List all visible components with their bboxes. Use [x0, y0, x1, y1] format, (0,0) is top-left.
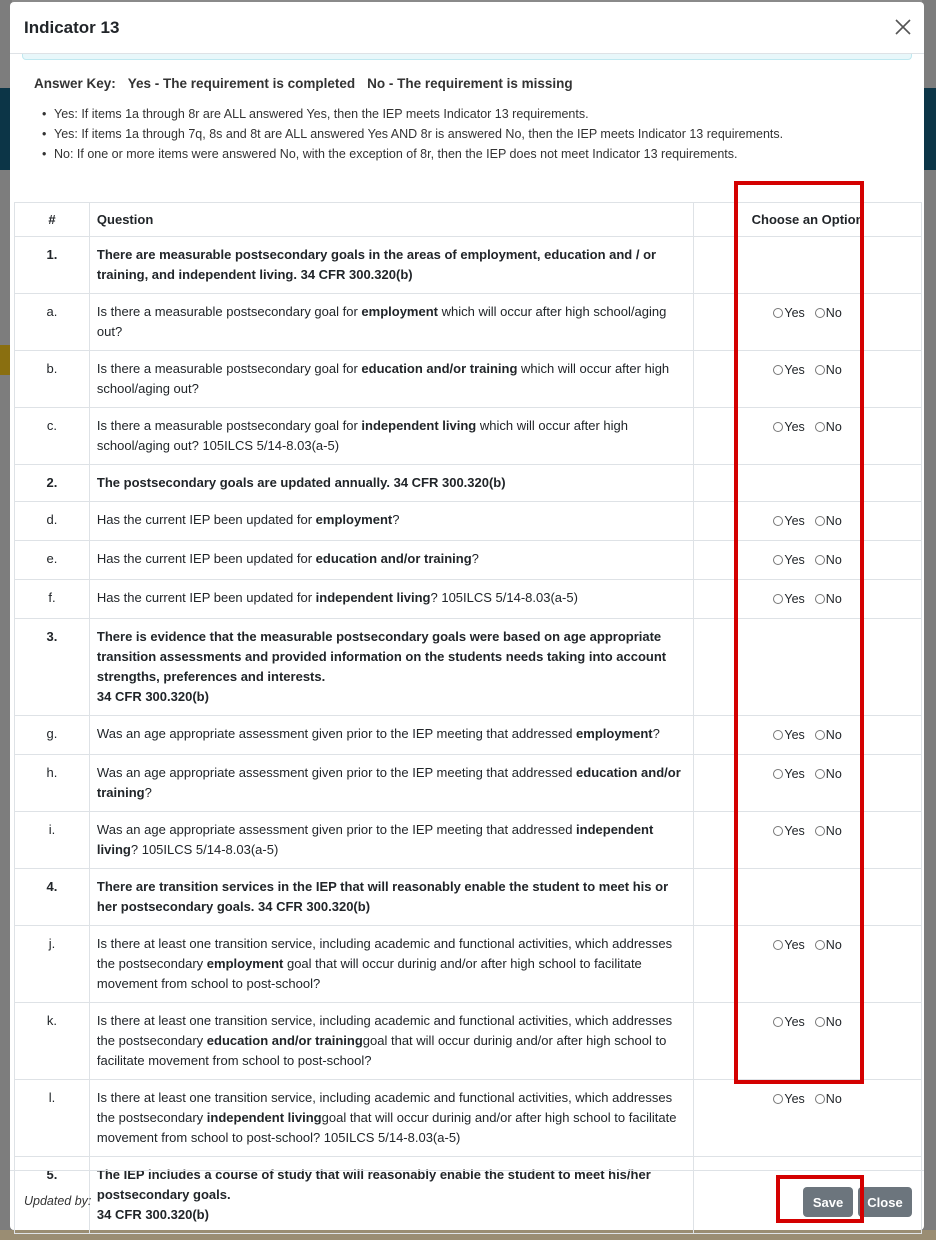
- radio-yes-label: Yes: [784, 767, 805, 781]
- row-number: f.: [15, 580, 90, 619]
- row-number: 1.: [15, 237, 90, 294]
- section-row: [15, 869, 922, 926]
- radio-yes-input[interactable]: [773, 1094, 783, 1104]
- question-text-part: Has the current IEP been updated for: [96, 512, 316, 527]
- question-row: [15, 926, 922, 1003]
- radio-no-label: No: [825, 1092, 842, 1106]
- radio-yes-input[interactable]: [773, 308, 783, 318]
- question-text-part: which will occur after high school/aging out?: [96, 304, 667, 339]
- option-cell: [694, 541, 922, 580]
- radio-no-label: No: [825, 592, 842, 606]
- question-text-part: goal that will occur durinig and/or after high school to facilitate movement from school to post-school?: [96, 956, 642, 991]
- question-text-part: Is there at least one transition service, including academic and functional activities, which addresses the postsecondary: [96, 936, 673, 971]
- radio-no[interactable]: [815, 417, 842, 437]
- radio-no[interactable]: [815, 589, 842, 609]
- option-cell: [694, 502, 922, 541]
- question-text-part: independent living: [315, 590, 431, 605]
- radio-no[interactable]: [815, 1089, 842, 1109]
- info-alert-edge: [22, 54, 912, 60]
- question-text-part: Has the current IEP been updated for: [96, 551, 316, 566]
- radio-no-input[interactable]: [815, 308, 825, 318]
- radio-no-input[interactable]: [815, 940, 825, 950]
- radio-yes-input[interactable]: [773, 940, 783, 950]
- question-text-part: There are transition services in the IEP that will reasonably enable the student to meet his or her postsecondary goals. 34 CFR 300.320(b): [96, 879, 669, 914]
- answer-key-label: Answer Key:: [34, 76, 116, 91]
- question-text-part: Is there at least one transition service, including academic and functional activities, which addresses the postsecondary: [96, 1090, 673, 1125]
- header-question: Question: [89, 203, 693, 237]
- modal-header: [10, 2, 924, 54]
- question-text-part: ?: [144, 785, 152, 800]
- question-text: [89, 541, 693, 580]
- questions-table-body: [15, 237, 922, 1234]
- radio-yes[interactable]: [773, 550, 804, 570]
- radio-yes-label: Yes: [784, 420, 805, 434]
- question-text-part: Was an age appropriate assessment given prior to the IEP meeting that addressed: [96, 765, 577, 780]
- option-cell: [694, 580, 922, 619]
- radio-yes-label: Yes: [784, 824, 805, 838]
- radio-yes-input[interactable]: [773, 826, 783, 836]
- radio-no-label: No: [825, 938, 842, 952]
- radio-yes-input[interactable]: [773, 1017, 783, 1027]
- yes-no-radio-group: [773, 360, 841, 380]
- question-text: [89, 502, 693, 541]
- question-text-part: which will occur after high school/aging out?: [96, 361, 670, 396]
- question-text: [89, 351, 693, 408]
- question-text-part: goal that will occur durinig and/or after high school to facilitate movement from school to post-school? 105ILCS 5/14-8.03(a-5): [96, 1110, 677, 1145]
- question-row: [15, 408, 922, 465]
- radio-no-input[interactable]: [815, 1094, 825, 1104]
- radio-no-label: No: [825, 728, 842, 742]
- question-text: [89, 619, 693, 716]
- question-text-part: There are measurable postsecondary goals in the areas of employment, education and / or training, and independent living. 34 CFR 300.320(b): [96, 247, 657, 282]
- question-text-part: independent living: [96, 822, 654, 857]
- radio-yes[interactable]: [773, 725, 804, 745]
- radio-yes-label: Yes: [784, 514, 805, 528]
- radio-no[interactable]: [815, 360, 842, 380]
- radio-no-label: No: [825, 514, 842, 528]
- radio-yes-input[interactable]: [773, 730, 783, 740]
- rules-list: [42, 107, 924, 161]
- row-number: 2.: [15, 465, 90, 502]
- radio-yes[interactable]: [773, 1012, 804, 1032]
- question-text-part: employment: [361, 304, 438, 319]
- radio-no-label: No: [825, 1015, 842, 1029]
- option-cell: [694, 1003, 922, 1080]
- header-num: #: [15, 203, 90, 237]
- question-text-part: Is there at least one transition service, including academic and functional activities, which addresses the postsecondary: [96, 1013, 673, 1048]
- radio-yes-label: Yes: [784, 1015, 805, 1029]
- question-text-part: ? 105ILCS 5/14-8.03(a-5): [130, 842, 279, 857]
- yes-no-radio-group: [773, 303, 841, 323]
- row-number: j.: [15, 926, 90, 1003]
- radio-no-input[interactable]: [815, 365, 825, 375]
- radio-yes[interactable]: [773, 935, 804, 955]
- question-text: [89, 926, 693, 1003]
- answer-key-no: No - The requirement is missing: [367, 76, 573, 91]
- radio-no[interactable]: [815, 725, 842, 745]
- question-row: [15, 351, 922, 408]
- question-text-part: The postsecondary goals are updated annually. 34 CFR 300.320(b): [96, 475, 506, 490]
- option-cell: [694, 237, 922, 294]
- radio-no[interactable]: [815, 821, 842, 841]
- radio-no[interactable]: [815, 511, 842, 531]
- yes-no-radio-group: [773, 764, 841, 784]
- radio-no-label: No: [825, 363, 842, 377]
- rule-item: • Yes: If items 1a through 7q, 8s and 8t are ALL answered Yes AND 8r is answered No, then the IEP meets Indicator 13 requirements.: [42, 127, 924, 141]
- radio-yes[interactable]: [773, 303, 804, 323]
- radio-yes[interactable]: [773, 821, 804, 841]
- question-text-part: employment: [576, 726, 653, 741]
- rule-item: • Yes: If items 1a through 8r are ALL answered Yes, then the IEP meets Indicator 13 requirements.: [42, 107, 924, 121]
- modal-title: Indicator 13: [24, 17, 120, 37]
- question-row: [15, 755, 922, 812]
- row-number: h.: [15, 755, 90, 812]
- answer-key: [34, 76, 924, 91]
- yes-no-radio-group: [773, 935, 841, 955]
- table-header-row: [15, 203, 922, 237]
- option-cell: [694, 1080, 922, 1157]
- radio-yes[interactable]: [773, 1089, 804, 1109]
- row-number: 4.: [15, 869, 90, 926]
- row-number: c.: [15, 408, 90, 465]
- radio-yes-label: Yes: [784, 1092, 805, 1106]
- question-text-part: The IEP includes a course of study that will reasonably enable the student to meet his/her postsecondary goals.: [96, 1167, 651, 1202]
- radio-no-input[interactable]: [815, 1017, 825, 1027]
- radio-yes-label: Yes: [784, 938, 805, 952]
- question-text-part: goal that will occur durinig and/or after high school to facilitate movement from school to post-school?: [96, 1033, 667, 1068]
- option-cell: [694, 716, 922, 755]
- radio-yes-input[interactable]: [773, 422, 783, 432]
- section-row: [15, 237, 922, 294]
- question-row: [15, 294, 922, 351]
- radio-yes-input[interactable]: [773, 769, 783, 779]
- radio-yes-input[interactable]: [773, 555, 783, 565]
- question-text: [89, 237, 693, 294]
- indicator-modal: [10, 2, 924, 1230]
- question-text: [89, 408, 693, 465]
- yes-no-radio-group: [773, 725, 841, 745]
- option-cell: [694, 926, 922, 1003]
- save-button[interactable]: Save: [803, 1187, 853, 1217]
- row-number: l.: [15, 1080, 90, 1157]
- yes-no-radio-group: [773, 511, 841, 531]
- radio-yes[interactable]: [773, 360, 804, 380]
- question-text-part: education and/or training: [96, 765, 681, 800]
- option-cell: [694, 408, 922, 465]
- radio-yes-label: Yes: [784, 306, 805, 320]
- row-number: 5.: [15, 1157, 90, 1234]
- row-number: k.: [15, 1003, 90, 1080]
- question-row: [15, 580, 922, 619]
- radio-no[interactable]: [815, 935, 842, 955]
- option-cell: [694, 619, 922, 716]
- question-text-part: Has the current IEP been updated for: [96, 590, 316, 605]
- option-cell: [694, 869, 922, 926]
- question-text: [89, 869, 693, 926]
- question-text: [89, 755, 693, 812]
- radio-no-input[interactable]: [815, 594, 825, 604]
- option-cell: [694, 812, 922, 869]
- question-text-part: Is there a measurable postsecondary goal for: [96, 418, 362, 433]
- question-text-part: Was an age appropriate assessment given prior to the IEP meeting that addressed: [96, 726, 577, 741]
- questions-table: [14, 202, 922, 1234]
- radio-no-label: No: [825, 767, 842, 781]
- radio-no-label: No: [825, 553, 842, 567]
- modal-footer: [10, 1170, 924, 1230]
- row-number: d.: [15, 502, 90, 541]
- question-row: [15, 716, 922, 755]
- option-cell: [694, 755, 922, 812]
- question-text: [89, 812, 693, 869]
- yes-no-radio-group: [773, 417, 841, 437]
- question-row: [15, 1003, 922, 1080]
- yes-no-radio-group: [773, 1089, 841, 1109]
- radio-no-label: No: [825, 824, 842, 838]
- question-text: [89, 1080, 693, 1157]
- question-text-part: education and/or training: [206, 1033, 363, 1048]
- yes-no-radio-group: [773, 1012, 841, 1032]
- question-text-part: Was an age appropriate assessment given prior to the IEP meeting that addressed: [96, 822, 577, 837]
- question-text-part: 34 CFR 300.320(b): [96, 689, 209, 704]
- radio-no[interactable]: [815, 1012, 842, 1032]
- question-text: [89, 465, 693, 502]
- yes-no-radio-group: [773, 821, 841, 841]
- question-text-part: 34 CFR 300.320(b): [96, 1207, 209, 1222]
- question-text: [89, 580, 693, 619]
- question-text-part: ?: [652, 726, 660, 741]
- question-text-part: employment: [206, 956, 284, 971]
- radio-no-input[interactable]: [815, 730, 825, 740]
- close-icon[interactable]: [892, 16, 914, 38]
- radio-no-input[interactable]: [815, 769, 825, 779]
- question-text: [89, 1003, 693, 1080]
- question-text-part: independent living: [206, 1110, 322, 1125]
- option-cell: [694, 351, 922, 408]
- option-cell: [694, 465, 922, 502]
- question-text-part: education and/or training: [315, 551, 472, 566]
- question-row: [15, 502, 922, 541]
- radio-yes[interactable]: [773, 589, 804, 609]
- radio-no[interactable]: [815, 764, 842, 784]
- radio-yes[interactable]: [773, 511, 804, 531]
- radio-yes-label: Yes: [784, 728, 805, 742]
- section-row: [15, 465, 922, 502]
- radio-no-label: No: [825, 306, 842, 320]
- close-button[interactable]: Close: [858, 1187, 912, 1217]
- radio-no-label: No: [825, 420, 842, 434]
- radio-yes-label: Yes: [784, 363, 805, 377]
- yes-no-radio-group: [773, 550, 841, 570]
- row-number: 3.: [15, 619, 90, 716]
- header-option: Choose an Option: [694, 203, 922, 237]
- question-text-part: independent living: [361, 418, 477, 433]
- radio-yes-input[interactable]: [773, 594, 783, 604]
- question-text-part: ?: [392, 512, 400, 527]
- question-text-part: Is there a measurable postsecondary goal for: [96, 304, 362, 319]
- question-row: [15, 1080, 922, 1157]
- radio-yes[interactable]: [773, 764, 804, 784]
- radio-yes-input[interactable]: [773, 365, 783, 375]
- radio-no-input[interactable]: [815, 826, 825, 836]
- radio-no-input[interactable]: [815, 516, 825, 526]
- radio-yes-input[interactable]: [773, 516, 783, 526]
- question-text: [89, 716, 693, 755]
- radio-yes-label: Yes: [784, 553, 805, 567]
- answer-key-yes: Yes - The requirement is completed: [127, 76, 356, 91]
- rule-item: • No: If one or more items were answered No, with the exception of 8r, then the IEP does not meet Indicator 13 requirements.: [42, 147, 924, 161]
- question-row: [15, 541, 922, 580]
- question-text-part: There is evidence that the measurable postsecondary goals were based on age appropriate transition assessments and provided information on the students needs taking into account strengths, preferences and interests.: [96, 629, 667, 684]
- option-cell: [694, 294, 922, 351]
- yes-no-radio-group: [773, 589, 841, 609]
- question-text-part: employment: [315, 512, 393, 527]
- radio-no-input[interactable]: [815, 422, 825, 432]
- question-text-part: ?: [471, 551, 479, 566]
- question-text-part: education and/or training: [361, 361, 518, 376]
- radio-no-input[interactable]: [815, 555, 825, 565]
- question-text-part: Is there a measurable postsecondary goal for: [96, 361, 362, 376]
- row-number: i.: [15, 812, 90, 869]
- updated-by-label: Updated by:: [24, 1193, 92, 1208]
- row-number: a.: [15, 294, 90, 351]
- radio-yes[interactable]: [773, 417, 804, 437]
- radio-no[interactable]: [815, 550, 842, 570]
- background-right-strip: [922, 0, 936, 1240]
- section-row: [15, 619, 922, 716]
- row-number: g.: [15, 716, 90, 755]
- radio-no[interactable]: [815, 303, 842, 323]
- row-number: b.: [15, 351, 90, 408]
- row-number: e.: [15, 541, 90, 580]
- question-text-part: ? 105ILCS 5/14-8.03(a-5): [430, 590, 578, 605]
- radio-yes-label: Yes: [784, 592, 805, 606]
- question-text-part: which will occur after high school/aging out? 105ILCS 5/14-8.03(a-5): [96, 418, 628, 453]
- question-row: [15, 812, 922, 869]
- question-text: [89, 294, 693, 351]
